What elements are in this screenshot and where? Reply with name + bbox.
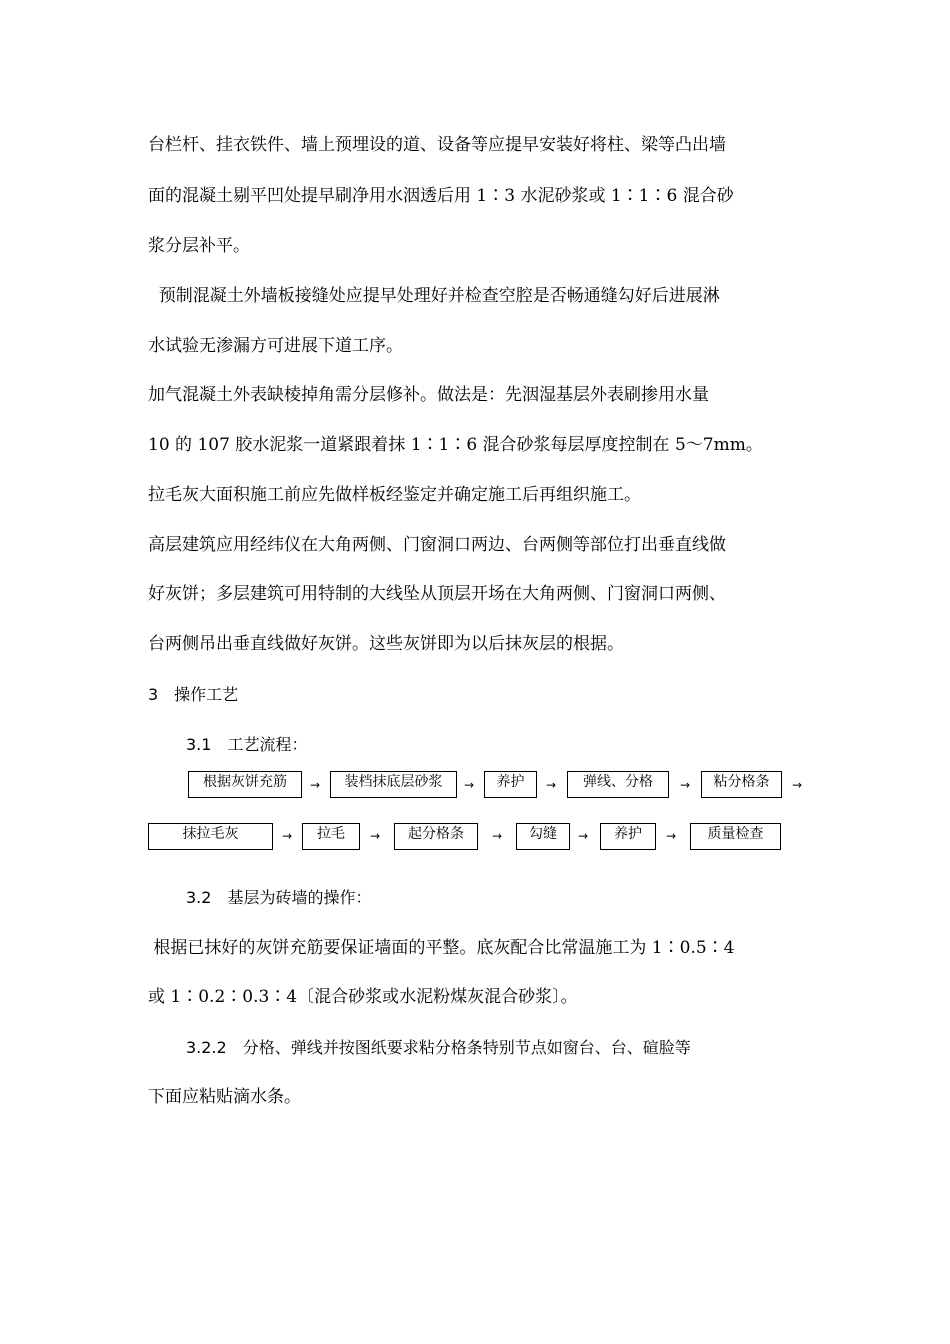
arrow-right-icon: → xyxy=(310,778,321,792)
paragraph-line: 水试验无渗漏方可进展下道工序。 xyxy=(148,336,403,356)
paragraph-line: 预制混凝土外墙板接缝处应提早处理好并检查空腔是否畅通缝勾好后进展淋 xyxy=(148,286,720,306)
subsection-paragraph xyxy=(186,1038,691,1058)
flow-step: 拉毛 xyxy=(302,823,360,850)
arrow-right-icon: → xyxy=(492,829,503,843)
flow-step: 粘分格条 xyxy=(701,771,782,798)
arrow-right-icon: → xyxy=(666,829,677,843)
paragraph-line: 加气混凝土外表缺棱掉角需分层修补。做法是：先洇湿基层外表刷掺用水量 xyxy=(148,385,709,405)
paragraph-line: 拉毛灰大面积施工前应先做样板经鉴定并确定施工后再组织施工。 xyxy=(148,485,641,505)
arrow-right-icon: → xyxy=(680,778,691,792)
paragraph-line: 浆分层补平。 xyxy=(148,236,250,256)
section-heading: 3 操作工艺 xyxy=(148,685,239,704)
flow-step: 起分格条 xyxy=(394,823,478,850)
arrow-right-icon: → xyxy=(578,829,589,843)
paragraph-line: 台栏杆、挂衣铁件、墙上预埋设的道、设备等应提早安装好将柱、梁等凸出墙 xyxy=(148,135,726,155)
flow-step: 弹线、分格 xyxy=(567,771,669,798)
flow-step: 根据灰饼充筋 xyxy=(188,771,302,798)
paragraph-line: 10 的 107 胶水泥浆一道紧跟着抹 1∶1∶6 混合砂浆每层厚度控制在 5～7mm。 xyxy=(148,435,763,455)
flow-step: 抹拉毛灰 xyxy=(148,823,273,850)
arrow-right-icon: → xyxy=(464,778,475,792)
arrow-right-icon: → xyxy=(282,829,293,843)
flow-step: 质量检查 xyxy=(690,823,781,850)
arrow-right-icon: → xyxy=(546,778,557,792)
subsection-heading: 3.2 基层为砖墙的操作： xyxy=(186,888,372,907)
paragraph-line: 高层建筑应用经纬仪在大角两侧、门窗洞口两边、台两侧等部位打出垂直线做 xyxy=(148,535,726,555)
flow-step: 勾缝 xyxy=(516,823,570,850)
paragraph-line: 面的混凝土剔平凹处提早刷净用水洇透后用 1∶3 水泥砂浆或 1∶1∶6 混合砂 xyxy=(148,186,734,206)
flow-step: 装档抹底层砂浆 xyxy=(330,771,457,798)
paragraph-line: 台两侧吊出垂直线做好灰饼。这些灰饼即为以后抹灰层的根据。 xyxy=(148,634,624,654)
paragraph-line: 或 1∶0.2∶0.3∶4〔混合砂浆或水泥粉煤灰混合砂浆〕。 xyxy=(148,987,578,1007)
subsection-text: 3.2.2 分格、弹线并按图纸要求粘分格条特别节点如窗台、台、碹脸等 xyxy=(186,1038,691,1057)
arrow-right-icon: → xyxy=(792,778,803,792)
paragraph-line: 根据已抹好的灰饼充筋要保证墙面的平整。底灰配合比常温施工为 1∶0.5∶4 xyxy=(148,938,735,958)
flow-step: 养护 xyxy=(600,823,656,850)
paragraph-line: 好灰饼；多层建筑可用特制的大线坠从顶层开场在大角两侧、门窗洞口两侧、 xyxy=(148,584,726,604)
paragraph-line: 下面应粘贴滴水条。 xyxy=(148,1087,301,1107)
flow-step: 养护 xyxy=(484,771,537,798)
arrow-right-icon: → xyxy=(370,829,381,843)
subsection-heading: 3.1 工艺流程： xyxy=(186,735,308,754)
